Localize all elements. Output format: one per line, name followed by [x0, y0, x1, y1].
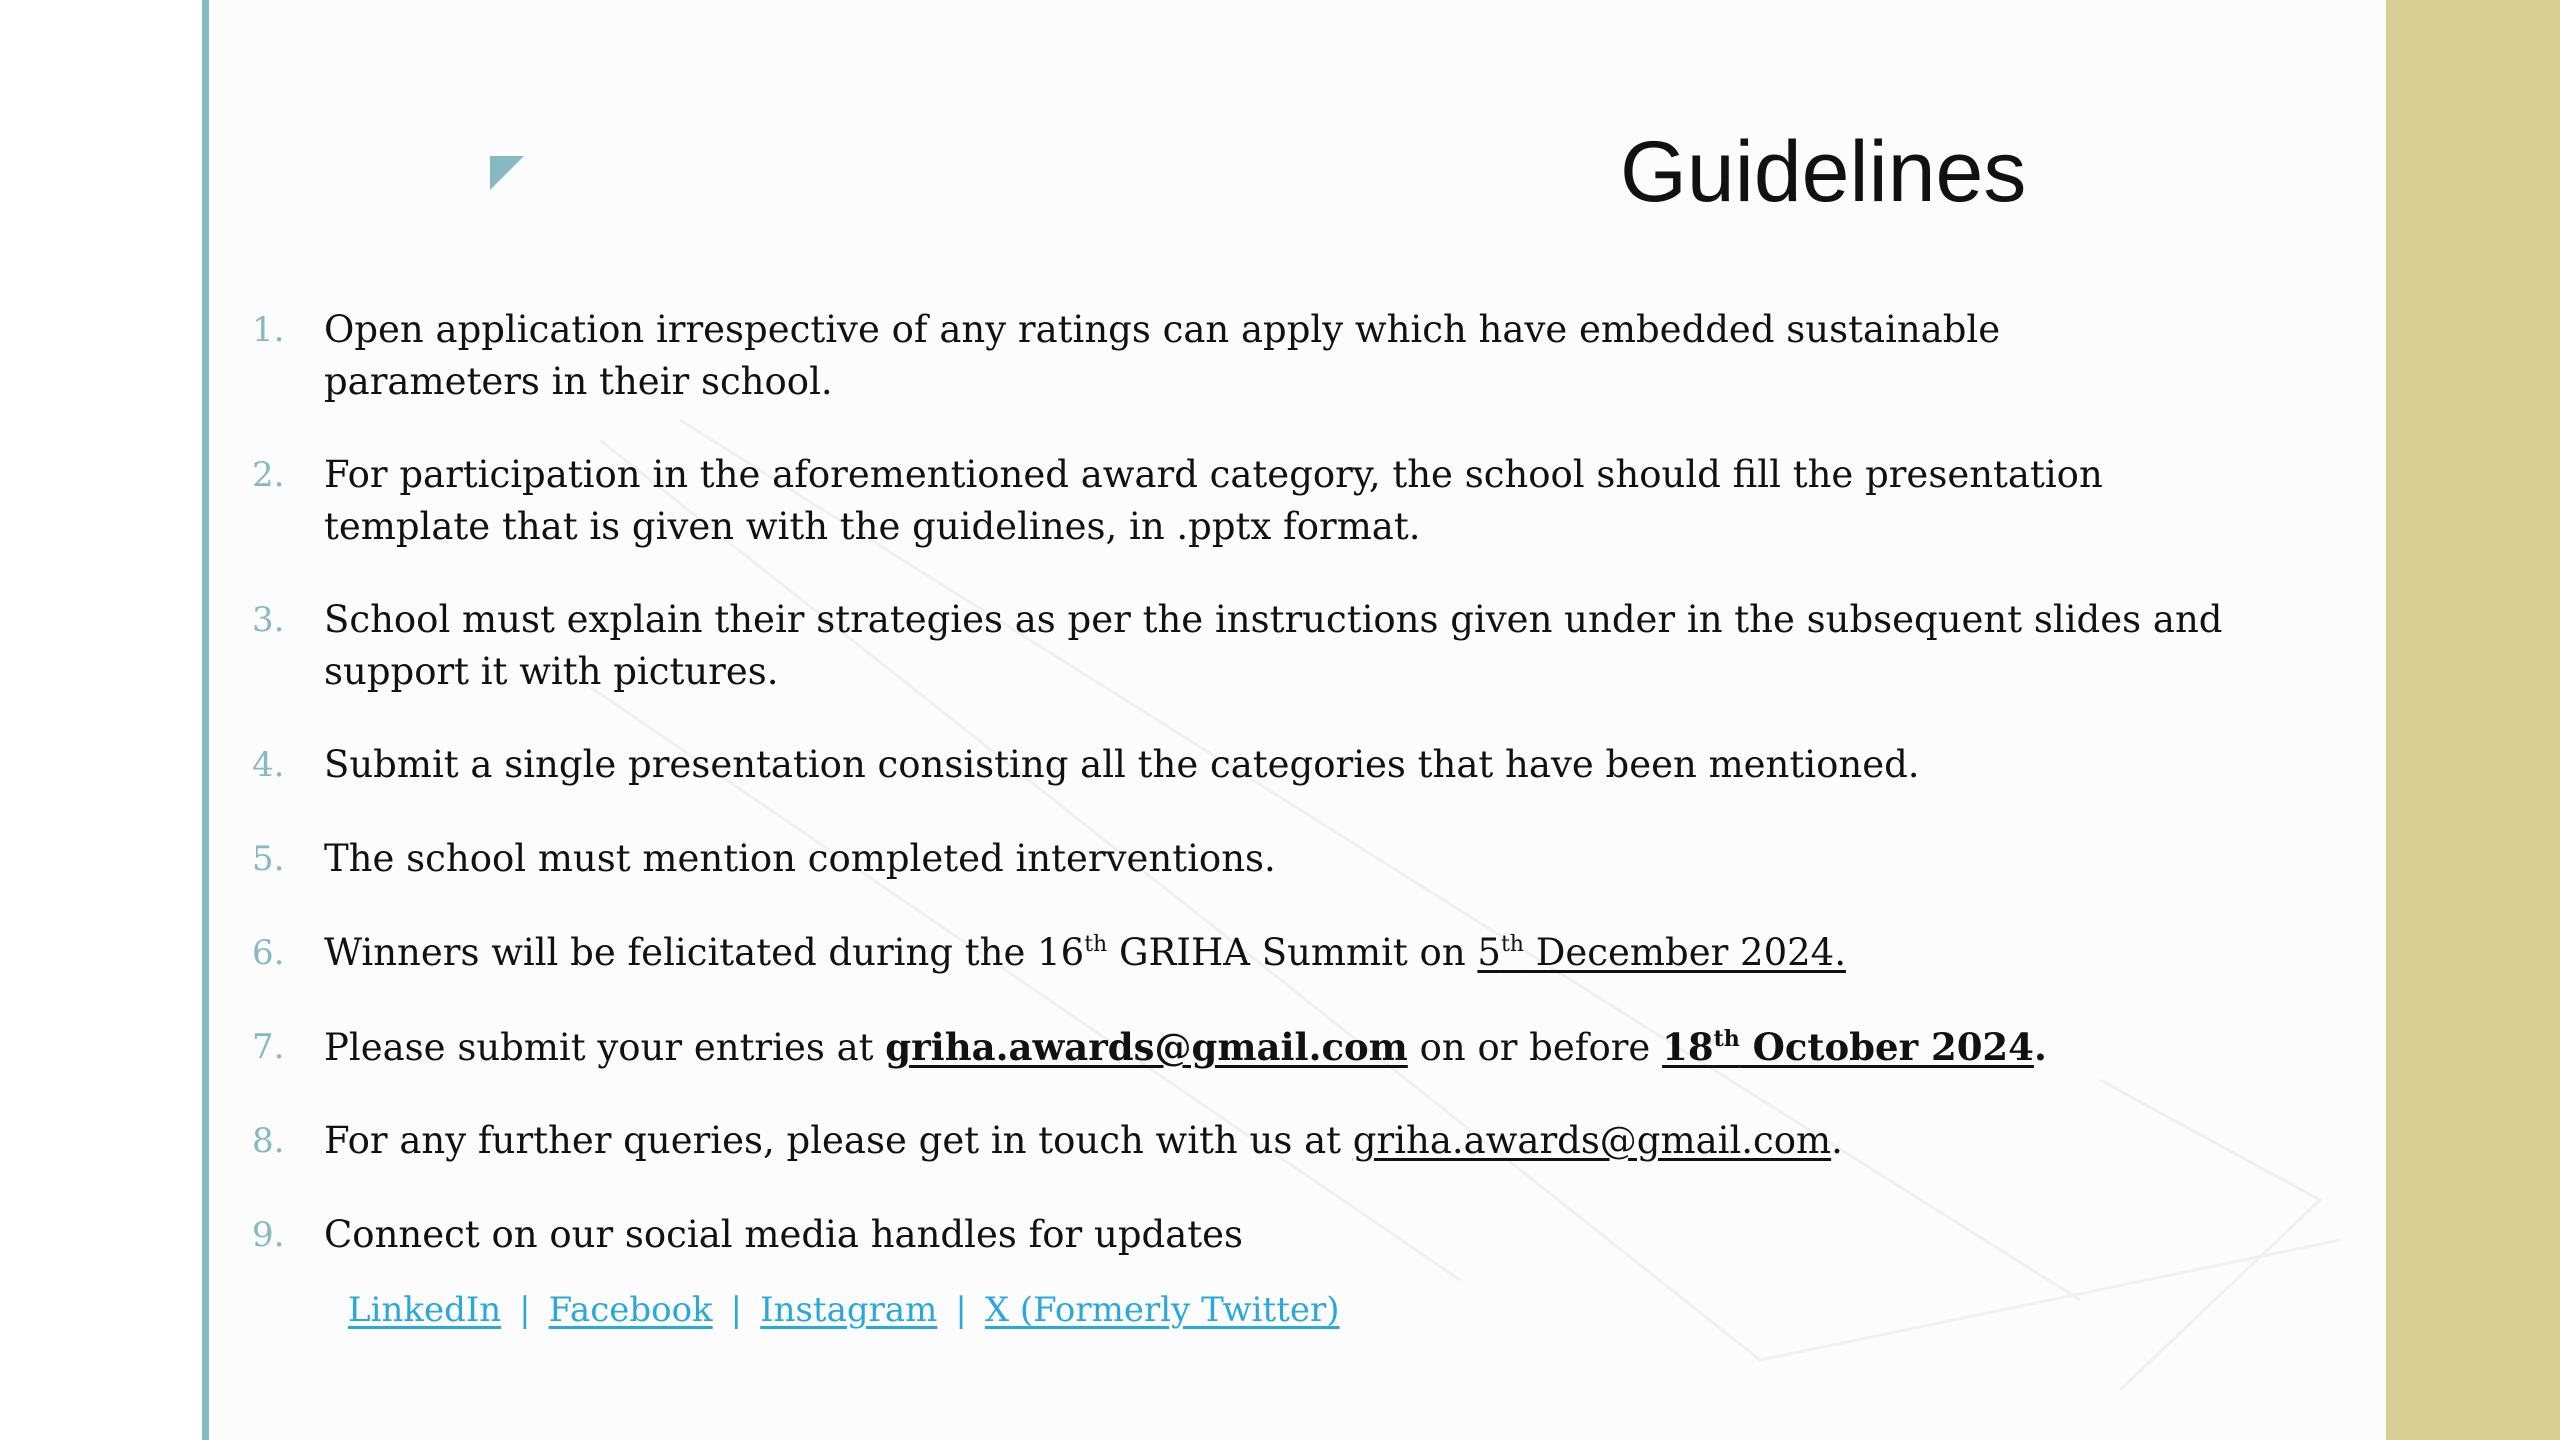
- linkedin-link[interactable]: LinkedIn: [348, 1290, 502, 1330]
- list-text: Open application irrespective of any ratings can apply which have embedded sustainable parameters in their school.: [324, 308, 2001, 403]
- submission-email-link[interactable]: griha.awards@gmail.com: [885, 1025, 1408, 1069]
- list-text: For any further queries, please get in touch with us at griha.awards@gmail.com.: [324, 1119, 1843, 1162]
- list-number: 1.: [252, 310, 285, 350]
- list-number: 5.: [252, 839, 285, 879]
- list-text: Submit a single presentation consisting all the categories that have been mentioned.: [324, 743, 1920, 786]
- corner-triangle-icon: [490, 156, 524, 190]
- queries-email-link[interactable]: griha.awards@gmail.com: [1352, 1119, 1832, 1162]
- list-number: 7.: [252, 1027, 285, 1067]
- list-text: School must explain their strategies as per the instructions given under in the subsequent slides and support it with pictures.: [324, 598, 2223, 693]
- summit-text: GRIHA Summit on: [1107, 931, 1478, 974]
- winners-text: Winners will be felicitated during the 16: [324, 931, 1085, 974]
- facebook-link[interactable]: Facebook: [548, 1290, 713, 1330]
- separator: |: [730, 1290, 743, 1330]
- list-text: Connect on our social media handles for updates: [324, 1213, 1244, 1256]
- list-text: For participation in the aforementioned award category, the school should fill the presentation template that is given with the guidelines, in .pptx format.: [324, 453, 2103, 548]
- social-links: [348, 1284, 1340, 1336]
- twitter-link[interactable]: X (Formerly Twitter): [984, 1290, 1340, 1330]
- list-text: The school must mention completed interventions.: [324, 837, 1276, 880]
- list-number: 8.: [252, 1121, 285, 1161]
- queries-text: For any further queries, please get in touch with us at: [324, 1119, 1353, 1162]
- list-number: 4.: [252, 745, 285, 785]
- submit-text: Please submit your entries at: [324, 1026, 886, 1069]
- summit-date: 5th December 2024.: [1477, 931, 1846, 974]
- list-text: Please submit your entries at griha.awards@gmail.com on or before 18th October 2024.: [324, 1025, 2047, 1069]
- separator: |: [955, 1290, 967, 1330]
- ordinal-suffix: th: [1084, 932, 1108, 957]
- list-number: 9.: [252, 1215, 285, 1255]
- list-number: 6.: [252, 933, 285, 973]
- list-number: 2.: [252, 455, 285, 495]
- list-text: [324, 927, 2224, 985]
- separator: |: [519, 1290, 531, 1330]
- submission-deadline: 18th October 2024: [1662, 1025, 2034, 1069]
- left-accent-rule: [202, 0, 209, 1440]
- page-title: Guidelines: [1620, 124, 2027, 220]
- instagram-link[interactable]: Instagram: [760, 1290, 938, 1330]
- list-number: 3.: [252, 600, 285, 640]
- deadline-text: on or before: [1407, 1026, 1663, 1069]
- right-accent-band: [2386, 0, 2560, 1440]
